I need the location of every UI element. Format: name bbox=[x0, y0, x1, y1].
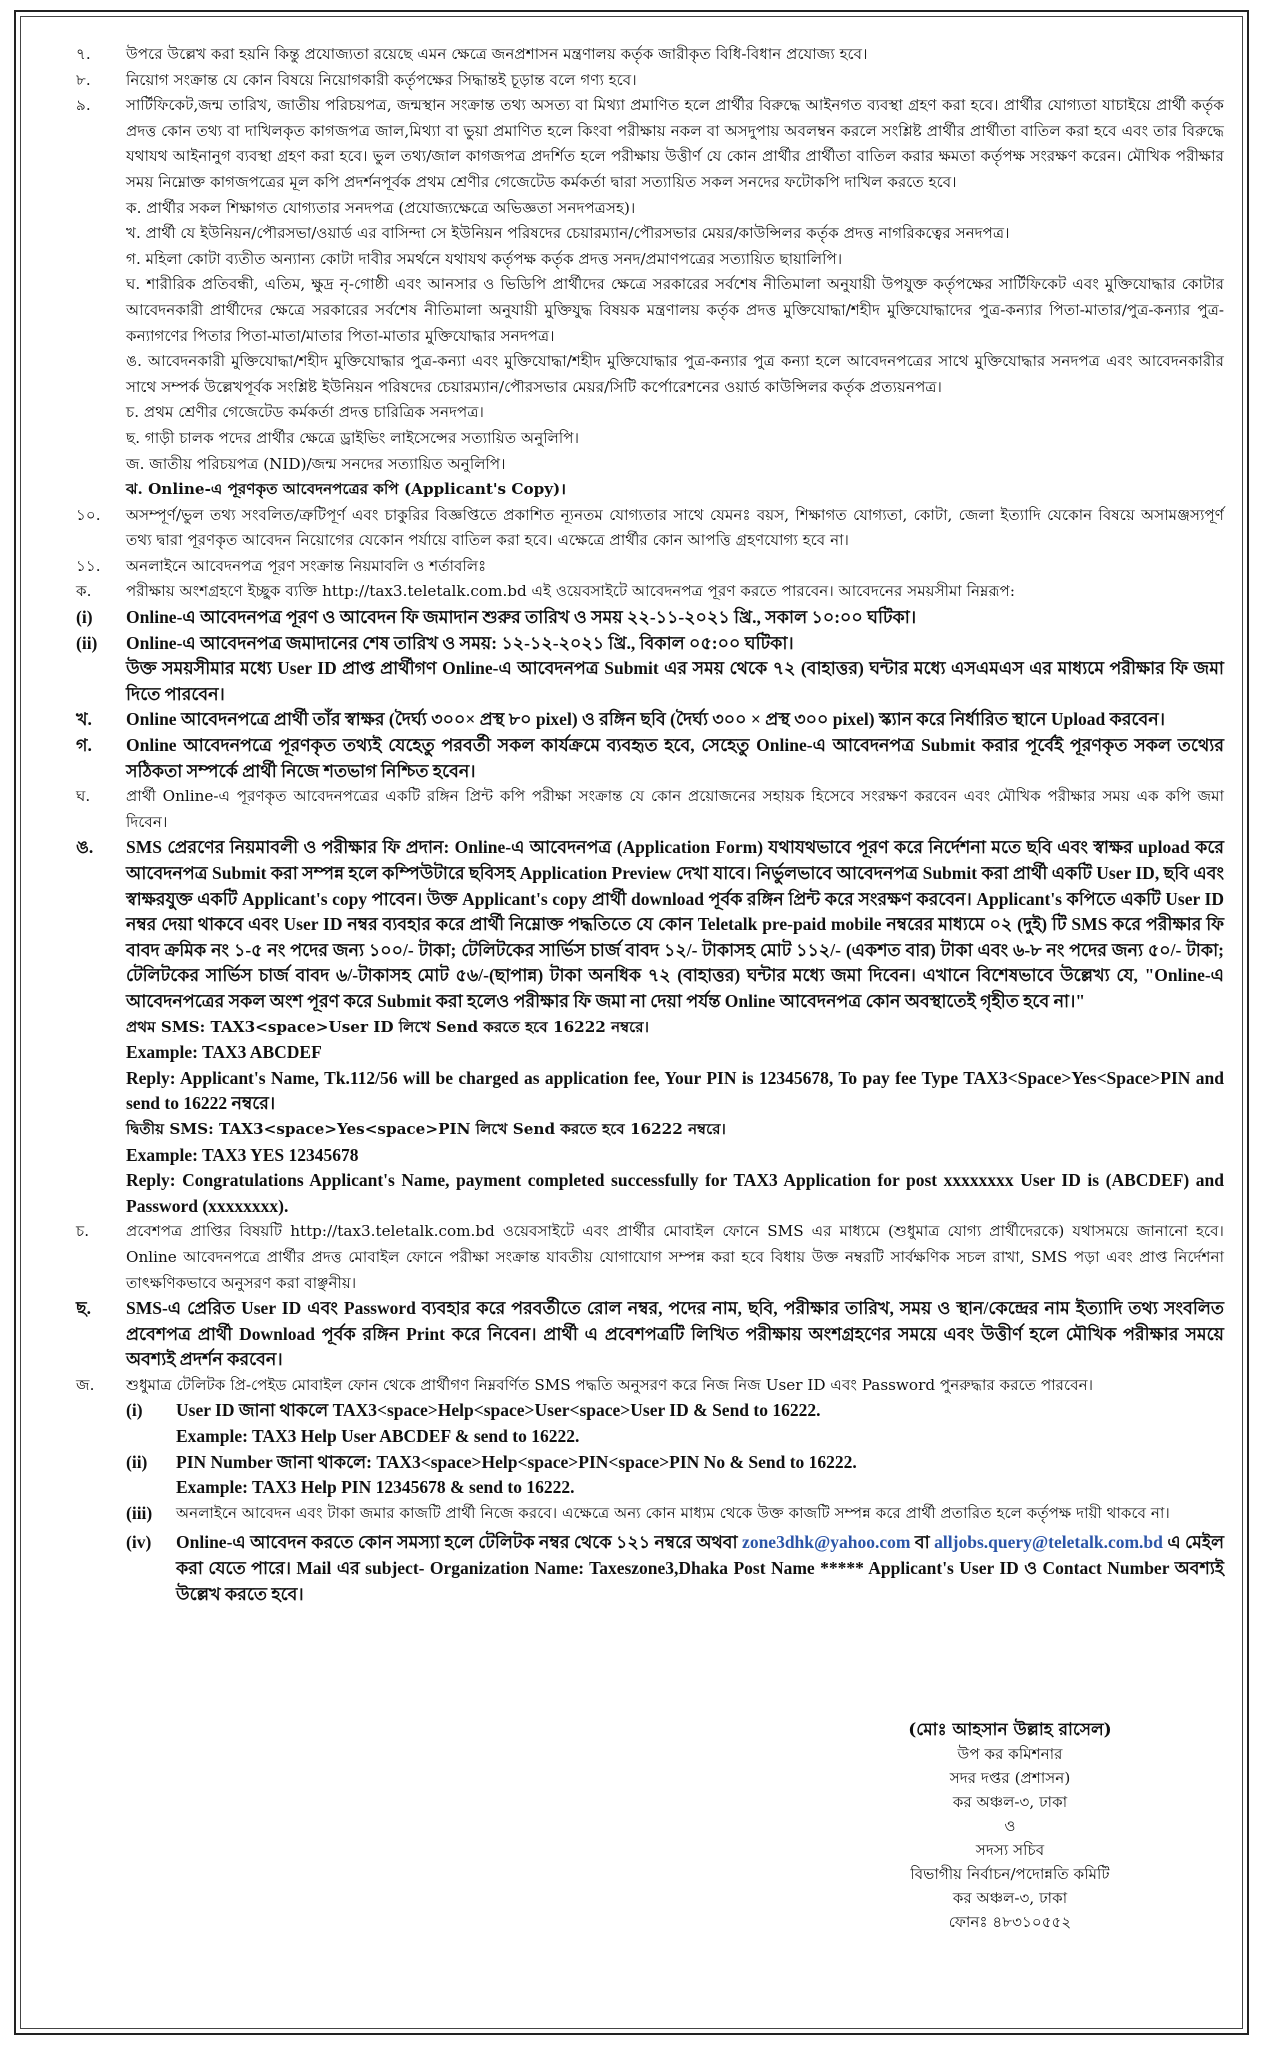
signatory-zone: কর অঞ্চল-৩, ঢাকা bbox=[952, 1793, 1068, 1811]
recover-user-id bbox=[126, 1398, 1224, 1449]
document-item-gha: ঘ. শারীরিক প্রতিবন্ধী, এতিম, ক্ষুদ্র নৃ-গোষ্ঠী এবং আনসার ও ভিডিপি প্রার্থীদের ক্ষেত্রে সরকারের সর্বশেষ নীতিমালা অনুযায়ী উপযুক্ত কর্তৃপক্ষের সার্টিফিকেট এবং মুক্তিযোদ্ধার কোটার আবেদনকারী প্রার্থীদের ক্ষেত্রে সরকারের সর্বশেষ নীতিমালা অনুযায়ী মুক্তিযুদ্ধ বিষয়ক মন্ত্রণালয় কর্তৃক প্রদত্ত মুক্তিযোদ্ধা/শহীদ মুক্তিযোদ্ধাদের পুত্র-কন্যার পিতা-মাতার/পুত্র-কন্যার পুত্র-কন্যাগণের পিতার পিতা-মাতা/মাতার পিতা-মাতার মুক্তিযোদ্ধার সনদপত্র। bbox=[126, 275, 1224, 345]
rule-letter: চ. bbox=[76, 1222, 90, 1241]
document-item-ka: ক. প্রার্থীর সকল শিক্ষাগত যোগ্যতার সনদপত্র (প্রযোজ্যক্ষেত্রে অভিজ্ঞতা সনদপত্রসহ)। bbox=[126, 198, 636, 217]
recover-text: PIN Number জানা থাকলে: TAX3<space>Help<space>PIN<space>PIN No & Send to 16222. bbox=[176, 1451, 857, 1472]
rule-text: প্রার্থী Online-এ পূরণকৃত আবেদনপত্রের একটি রঙ্গিন প্রিন্ট কপি পরীক্ষা সংক্রান্ত যে কোন প্রয়োজনের সহায়ক হিসেবে সংরক্ষণ করবেন এবং মৌখিক পরীক্ষার সময় এক কপি জমা দিবেন। bbox=[126, 787, 1224, 831]
rule-text: শুধুমাত্র টেলিটক প্রি-পেইড মোবাইল ফোন থেকে প্রার্থীগণ নিম্নবর্ণিত SMS পদ্ধতি অনুসরণ করে নিজ নিজ User ID এবং Password পুনরুদ্ধার করতে পারবেন। bbox=[126, 1375, 1094, 1394]
clause-number: ৮. bbox=[76, 70, 91, 89]
roman-number: (ii) bbox=[76, 632, 98, 653]
roman-number: (ii) bbox=[126, 1451, 148, 1472]
clause-text: অসম্পূর্ণ/ভুল তথ্য সংবলিত/ত্রুটিপূর্ণ এবং চাকুরির বিজ্ঞপ্তিতে প্রকাশিত ন্যূনতম যোগ্যতার সাথে যেমনঃ বয়স, শিক্ষাগত যোগ্যতা, কোটা, জেলা ইত্যাদি যেকোন বিষয়ে অসামঞ্জস্যপূর্ণ তথ্য দ্বারা পূরণকৃত আবেদন নিয়োগের যেকোন পর্যায়ে বাতিল করা হবে। এক্ষেত্রে প্রার্থীর কোন আপত্তি গ্রহণযোগ্য হবে না। bbox=[126, 505, 1224, 550]
sms-second-example: Example: TAX3 YES 12345678 bbox=[126, 1144, 359, 1165]
fee-payment-note: উক্ত সময়সীমার মধ্যে User ID প্রাপ্ত প্রার্থীগণ Online-এ আবেদনপত্র Submit এর সময় থেকে ৭২ (বাহাত্তর) ঘন্টার মধ্যে এসএমএস এর মাধ্যমে পরীক্ষার ফি জমা দিতে পারবেন। bbox=[126, 658, 1224, 704]
rule-text: SMS প্রেরণের নিয়মাবলী ও পরীক্ষার ফি প্রদান: Online-এ আবেদনপত্র (Application Form) যথাযথভাবে পূরণ করে নির্দেশনা মতে ছবি এবং স্বাক্ষর upload করে আবেদনপত্র Submit করা সম্পন্ন হলে কম্পিউটারে ছবিসহ Application Preview দেখা যাবে। নির্ভুলভাবে আবেদনপত্র Submit করা প্রার্থী একটি User ID, ছবি এবং স্বাক্ষরযুক্ত একটি Applicant's copy পাবেন। উক্ত Applicant's copy প্রার্থী download পূর্বক রঙ্গিন প্রিন্ট করে সংরক্ষণ করবেন। Applicant's কপিতে একটি User ID নম্বর দেয়া থাকবে এবং User ID নম্বর ব্যবহার করে প্রার্থী নিম্নোক্ত পদ্ধতিতে যে কোন Teletalk pre-paid mobile নম্বরের মাধ্যমে ০২ (দুই) টি SMS করে পরীক্ষার ফি বাবদ ক্রমিক নং ১-৫ নং পদের জন্য ১০০/- টাকা; টেলিটকের সার্ভিস চার্জ বাবদ ১২/- টাকাসহ মোট ১১২/- (একশত বার) টাকা এবং ৬-৮ নং পদের জন্য ৫০/- টাকা; টেলিটকের সার্ভিস চার্জ বাবদ ৬/-টাকাসহ মোট ৫৬/-(ছাপান্ন) টাকা অনধিক ৭২ (বাহাত্তর) ঘন্টার মধ্যে জমা দিবেন। এখানে বিশেষভাবে উল্লেখ্য যে, "Online-এ আবেদনপত্রের সকল অংশ পূরণ করে Submit করা হলেও পরীক্ষার ফি জমা না দেয়া পর্যন্ত Online আবেদনপত্র কোন অবস্থাতেই গৃহীত হবে না।" bbox=[126, 837, 1224, 1011]
rule-letter: ক. bbox=[76, 582, 92, 601]
contact-text bbox=[176, 1530, 1224, 1607]
roman-number: (iii) bbox=[126, 1502, 153, 1523]
sms-first-reply: Reply: Applicant's Name, Tk.112/56 will be charged as application fee, Your PIN is 12345678, To pay fee Type TAX3<Space>Yes<Space>PIN and send to 16222 নম্বরে। bbox=[126, 1067, 1224, 1114]
deadline-start bbox=[76, 605, 1224, 631]
rule-text: প্রবেশপত্র প্রাপ্তির বিষয়টি http://tax3.teletalk.com.bd ওয়েবসাইটে এবং প্রার্থীর মোবাইল ফোনে SMS এর মাধ্যমে (শুধুমাত্র যোগ্য প্রার্থীদেরকে) যথাসময়ে জানানো হবে। Online আবেদনপত্রে প্রার্থীর প্রদত্ত মোবাইল ফোনে পরীক্ষা সংক্রান্ত যাবতীয় যোগাযোগ সম্পন্ন করা হবে বিধায় উক্ত নম্বরটি সার্বক্ষণিক সচল রাখা, SMS পড়া এবং প্রাপ্ত নির্দেশনা তাৎক্ষণিকভাবে অনুসরণ করা বাঞ্ছনীয়। bbox=[126, 1222, 1224, 1292]
recover-block bbox=[176, 1398, 1224, 1449]
clause-number: ১০. bbox=[76, 505, 101, 524]
clause-number: ১১. bbox=[76, 556, 101, 575]
rule-letter: জ. bbox=[76, 1375, 95, 1394]
rule-gha bbox=[76, 784, 1224, 835]
rule-letter: গ. bbox=[76, 735, 92, 756]
rule-chha bbox=[76, 1296, 1224, 1373]
rule-cha bbox=[76, 1219, 1224, 1296]
document-item-chha: ছ. গাড়ী চালক পদের প্রার্থীর ক্ষেত্রে ড্রাইভিং লাইসেন্সের সত্যায়িত অনুলিপি। bbox=[126, 428, 580, 447]
contact-text-b: বা bbox=[914, 1532, 930, 1553]
sms-first: প্রথম SMS: TAX3<space>User ID লিখে Send করতে হবে 16222 নম্বরে। bbox=[126, 1017, 650, 1036]
signatory-title: উপ কর কমিশনার bbox=[957, 1745, 1063, 1763]
email-link-zone3[interactable]: zone3dhk@yahoo.com bbox=[742, 1532, 911, 1553]
document-item-jha: ঝ. Online-এ পূরণকৃত আবেদনপত্রের কপি (Applicant's Copy)। bbox=[126, 480, 566, 499]
document-item-cha: চ. প্রথম শ্রেণীর গেজেটেড কর্মকর্তা প্রদত্ত চারিত্রিক সনদপত্র। bbox=[126, 403, 484, 422]
rule-letter: ঘ. bbox=[76, 787, 91, 806]
clause-text: নিয়োগ সংক্রান্ত যে কোন বিষয়ে নিয়োগকারী কর্তৃপক্ষের সিদ্ধান্তই চূড়ান্ত বলে গণ্য হবে। bbox=[126, 70, 637, 89]
signatory-and: ও bbox=[1004, 1817, 1016, 1835]
clause-10 bbox=[76, 503, 1224, 554]
signatory-name: (মোঃ আহসান উল্লাহ রাসেল) bbox=[908, 1720, 1112, 1740]
support-contact bbox=[126, 1530, 1224, 1607]
signatory-office: সদর দপ্তর (প্রশাসন) bbox=[949, 1769, 1071, 1787]
rule-ja bbox=[76, 1373, 1224, 1399]
clause-heading: অনলাইনে আবেদনপত্র পূরণ সংক্রান্ত নিয়মাবলি ও শর্তাবলিঃ bbox=[126, 556, 487, 575]
sms-second: দ্বিতীয় SMS: TAX3<space>Yes<space>PIN লিখে Send করতে হবে 16222 নম্বরে। bbox=[126, 1119, 726, 1138]
clause-9 bbox=[76, 93, 1224, 195]
rule-text: পরীক্ষায় অংশগ্রহণে ইচ্ছুক ব্যক্তি http://tax3.teletalk.com.bd এই ওয়েবসাইটে আবেদনপত্র পূরণ করতে পারবেন। আবেদনের সময়সীমা নিম্নরূপ: bbox=[126, 582, 1015, 601]
recover-example: Example: TAX3 Help User ABCDEF & send to 16222. bbox=[176, 1426, 580, 1447]
warning-text: অনলাইনে আবেদন এবং টাকা জমার কাজটি প্রার্থী নিজে করবে। এক্ষেত্রে অন্য কোন মাধ্যম থেকে উক্ত কাজটি সম্পন্ন করে প্রার্থী প্রতারিত হলে কর্তৃপক্ষ দায়ী থাকবে না। bbox=[176, 1503, 1170, 1522]
rule-ka bbox=[76, 579, 1224, 605]
signatory-zone-2: কর অঞ্চল-৩, ঢাকা bbox=[952, 1889, 1068, 1907]
signatory-role: সদস্য সচিব bbox=[975, 1841, 1045, 1859]
signatory-committee: বিভাগীয় নির্বাচন/পদোন্নতি কমিটি bbox=[910, 1865, 1110, 1883]
roman-number: (i) bbox=[126, 1400, 143, 1421]
clause-text: সার্টিফিকেট,জন্ম তারিখ, জাতীয় পরিচয়পত্র, জন্মস্থান সংক্রান্ত তথ্য অসত্য বা মিথ্যা প্রমাণিত হলে প্রার্থীর বিরুদ্ধে আইনগত ব্যবস্থা গ্রহণ করা হবে। প্রার্থীর যোগ্যতা যাচাইয়ে প্রার্থী কর্তৃক প্রদত্ত কোন তথ্য বা দাখিলকৃত কাগজপত্র জাল,মিথ্যা বা ভুয়া প্রমাণিত হলে কিংবা পরীক্ষায় নকল বা অসদুপায় অবলম্বন করলে সংশ্লিষ্ট প্রার্থীর প্রার্থীতা বাতিল করা হবে এবং তার বিরুদ্ধে যথাযথ আইনানুগ ব্যবস্থা গ্রহণ করা হবে। ভুল তথ্য/জাল কাগজপত্র প্রদর্শিত হলে পরীক্ষায় উত্তীর্ণ যে কোন প্রার্থীর প্রার্থীতা বাতিল করার ক্ষমতা কর্তৃপক্ষ সংরক্ষণ করেন। মৌখিক পরীক্ষার সময় নিম্নোক্ত কাগজপত্রের মূল কপি প্রদর্শনপূর্বক প্রথম শ্রেণীর গেজেটেড কর্মকর্তা দ্বারা সত্যায়িত সকল সনদের ফটোকপি দাখিল করতে হবে। bbox=[126, 96, 1224, 191]
recover-text: User ID জানা থাকলে TAX3<space>Help<space>User<space>User ID & Send to 16222. bbox=[176, 1400, 821, 1421]
rule-text: SMS-এ প্রেরিত User ID এবং Password ব্যবহার করে পরবর্তীতে রোল নম্বর, পদের নাম, ছবি, পরীক্ষার তারিখ, সময় ও স্থান/কেন্দ্রের নাম ইত্যাদি তথ্য সংবলিত প্রবেশপত্র প্রার্থী Download পূর্বক রঙ্গিন Print করে নিবেন। প্রার্থী এ প্রবেশপত্রটি লিখিত পরীক্ষায় অংশগ্রহণের সময়ে এবং উত্তীর্ণ হলে মৌখিক পরীক্ষার সময়ে অবশ্যই প্রদর্শন করবেন। bbox=[126, 1298, 1224, 1370]
rule-letter: খ. bbox=[76, 709, 92, 730]
email-link-teletalk[interactable]: alljobs.query@teletalk.com.bd bbox=[934, 1532, 1163, 1553]
roman-number: (i) bbox=[76, 607, 93, 628]
rule-text: Online আবেদনপত্রে প্রার্থী তাঁর স্বাক্ষর (দৈর্ঘ্য ৩০০× প্রস্থ ৮০ pixel) ও রঙ্গিন ছবি (দৈর্ঘ্য ৩০০ × প্রস্থ ৩০০ pixel) স্ক্যান করে নির্ধারিত স্থানে Upload করবেন। bbox=[126, 709, 1166, 730]
rule-uma bbox=[76, 835, 1224, 1014]
recover-example: Example: TAX3 Help PIN 12345678 & send to 16222. bbox=[176, 1477, 575, 1498]
rule-ga bbox=[76, 733, 1224, 784]
clause-11 bbox=[76, 554, 1224, 580]
sms-first-example: Example: TAX3 ABCDEF bbox=[126, 1042, 322, 1063]
recover-pin bbox=[126, 1450, 1224, 1501]
recover-block bbox=[176, 1450, 1224, 1501]
roman-number: (iv) bbox=[126, 1532, 152, 1553]
clause-number: ৭. bbox=[76, 45, 91, 63]
clause-text: উপরে উল্লেখ করা হয়নি কিন্তু প্রযোজ্যতা রয়েছে এমন ক্ষেত্রে জনপ্রশাসন মন্ত্রণালয় কর্তৃক জারীকৃত বিধি-বিধান প্রযোজ্য হবে। bbox=[126, 45, 868, 63]
notice-body bbox=[76, 42, 1224, 1607]
document-item-uma: ঙ. আবেদনকারী মুক্তিযোদ্ধা/শহীদ মুক্তিযোদ্ধার পুত্র-কন্যা এবং মুক্তিযোদ্ধা/শহীদ মুক্তিযোদ্ধার পুত্র-কন্যার পুত্র কন্যা হলে আবেদনপত্রের সাথে মুক্তিযোদ্ধার সনদপত্র এবং আবেদনকারীর সাথে সম্পর্ক উল্লেখপূর্বক সংশ্লিষ্ট ইউনিয়ন পরিষদের চেয়ারম্যান/পৌরসভার মেয়র/সিটি কর্পোরেশনের ওয়ার্ড কাউন্সিলর কর্তৃক প্রত্যয়নপত্র। bbox=[126, 352, 1224, 396]
deadline-text: Online-এ আবেদনপত্র পূরণ ও আবেদন ফি জমাদান শুরুর তারিখ ও সময় ২২-১১-২০২১ খ্রি., সকাল ১০:০০ ঘটিকা। bbox=[126, 607, 917, 628]
clause-8 bbox=[76, 68, 1224, 94]
fraud-warning bbox=[126, 1501, 1224, 1527]
rule-text: Online আবেদনপত্রে পূরণকৃত তথ্যই যেহেতু পরবর্তী সকল কার্যক্রমে ব্যবহৃত হবে, সেহেতু Online-এ আবেদনপত্র Submit করার পূর্বেই পূরণকৃত সকল তথ্যের সঠিকতা সম্পর্কে প্রার্থী নিজে শতভাগ নিশ্চিত হবেন। bbox=[126, 735, 1224, 781]
document-item-kha: খ. প্রার্থী যে ইউনিয়ন/পৌরসভা/ওয়ার্ড এর বাসিন্দা সে ইউনিয়ন পরিষদের চেয়ারম্যান/পৌরসভার মেয়র/কাউন্সিলর কর্তৃক প্রদত্ত নাগরিকত্বের সনদপত্র। bbox=[126, 224, 1010, 243]
rule-letter: ঙ. bbox=[76, 837, 94, 858]
document-item-ja: জ. জাতীয় পরিচয়পত্র (NID)/জন্ম সনদের সত্যায়িত অনুলিপি। bbox=[126, 454, 506, 473]
signatory-phone: ফোনঃ ৪৮৩১০৫৫২ bbox=[948, 1913, 1072, 1931]
rule-kha bbox=[76, 707, 1224, 733]
deadline-end bbox=[76, 631, 1224, 657]
sms-second-reply: Reply: Congratulations Applicant's Name, payment completed successfully for TAX3 Application for post xxxxxxxx User ID is (ABCDEF) and Password (xxxxxxxx). bbox=[126, 1170, 1224, 1216]
contact-text-a: Online-এ আবেদন করতে কোন সমস্যা হলে টেলিটক নম্বর থেকে ১২১ নম্বরে অথবা bbox=[176, 1532, 738, 1553]
deadline-text: Online-এ আবেদনপত্র জমাদানের শেষ তারিখ ও সময়: ১২-১২-২০২১ খ্রি., বিকাল ০৫:০০ ঘটিকা। bbox=[126, 632, 794, 653]
contact-text-c: এ মেইল করা যেতে পারে। Mail এর subject- Organization Name: Taxeszone3,Dhaka Post Name ***** Applicant's User ID ও Contact Number অবশ্যই উল্লেখ করতে হবে। bbox=[176, 1532, 1225, 1604]
rule-letter: ছ. bbox=[76, 1298, 91, 1319]
document-item-ga: গ. মহিলা কোটা ব্যতীত অন্যান্য কোটা দাবীর সমর্থনে যথাযথ কর্তৃপক্ষ কর্তৃক প্রদত্ত সনদ/প্রমাণপত্রের সত্যায়িত ছায়ালিপি। bbox=[126, 249, 843, 268]
clause-number: ৯. bbox=[76, 96, 91, 115]
signature-block bbox=[800, 1718, 1220, 1934]
clause-7 bbox=[76, 42, 1224, 68]
